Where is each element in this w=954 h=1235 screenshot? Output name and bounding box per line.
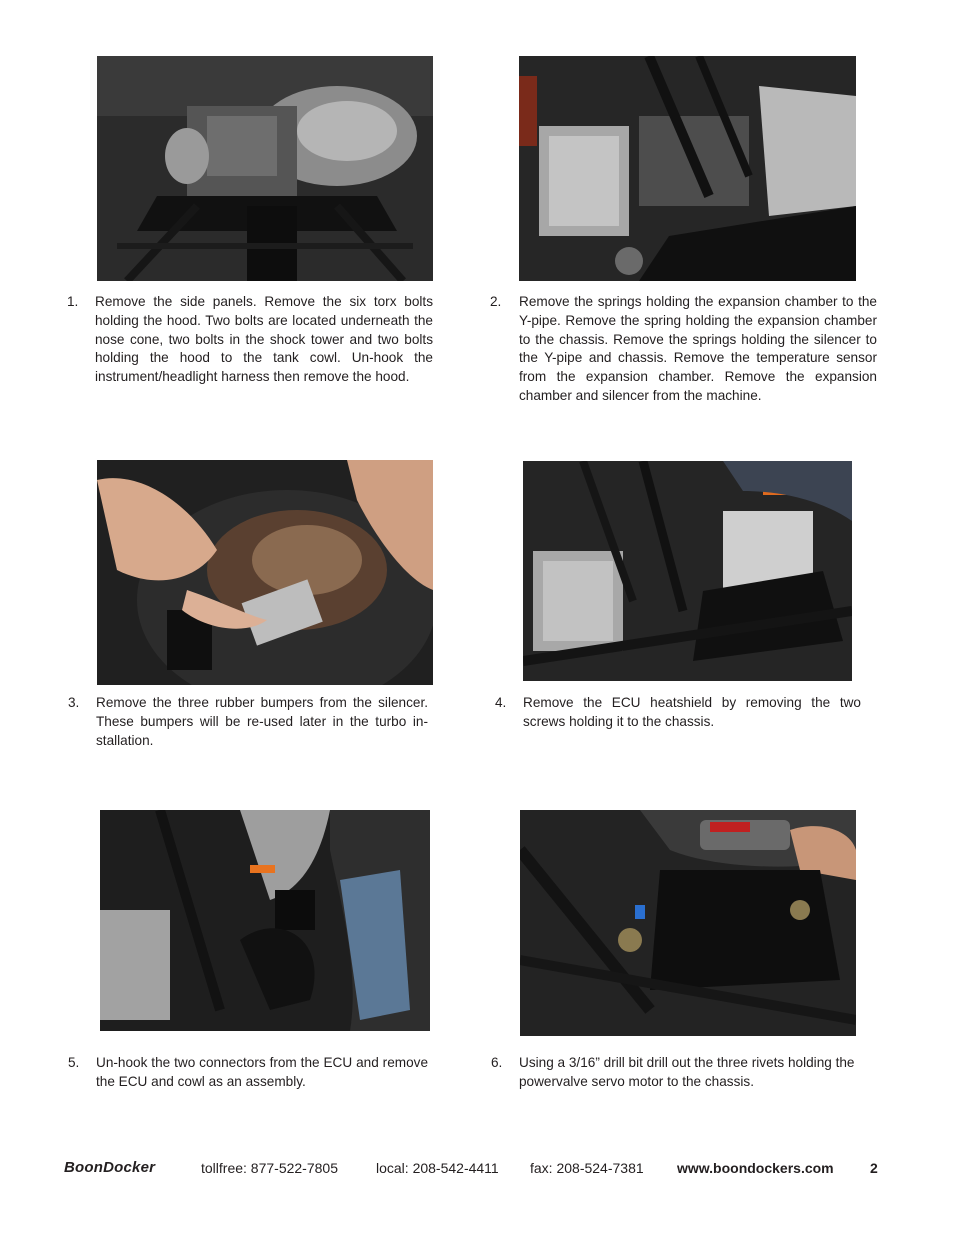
step-text: Remove the springs holding the expansion chamber to the Y-pipe. Remove the spring holding the expansion chamber to the chassis. Remove the springs holding the silencer to the Y-pipe and chassis. Remove the temperature sensor from the expansion chamber. Remove the expansion chamber and silencer from the machine. (519, 294, 877, 403)
step-6-photo (520, 810, 856, 1036)
step-text: Un-hook the two connectors from the ECU and remove the ECU and cowl as an assembly. (96, 1055, 428, 1089)
footer (0, 1158, 954, 1178)
step-3-photo (97, 460, 433, 685)
step-text: Remove the side panels. Remove the six torx bolts holding the hood. Two bolts are located underneath the nose cone, two bolts in the shock tower and two bolts holding the hood to the tank cowl. Un-hook the instrument/headlight harness then remove the hood. (95, 294, 433, 385)
tollfree-phone: tollfree: 877-522-7805 (201, 1160, 338, 1176)
step-number: 5. (68, 1055, 80, 1070)
website-link[interactable]: www.boondockers.com (677, 1160, 834, 1176)
step-number: 3. (68, 695, 80, 710)
step-number: 6. (491, 1055, 503, 1070)
step-number: 4. (495, 695, 507, 710)
step-1-photo (97, 56, 433, 281)
local-phone: local: 208-542-4411 (376, 1160, 499, 1176)
step-4-photo (523, 461, 852, 681)
step-number: 2. (490, 294, 502, 309)
page-number: 2 (870, 1160, 878, 1176)
step-text: Using a 3/16” drill bit drill out the three rivets holding the powervalve servo motor to the chassis. (519, 1055, 855, 1089)
step-text: Remove the ECU heatshield by removing the two screws holding it to the chassis. (523, 695, 861, 729)
step-2-photo (519, 56, 856, 281)
fax-number: fax: 208-524-7381 (530, 1160, 644, 1176)
step-5-photo (100, 810, 430, 1031)
step-text: Remove the three rubber bumpers from the silencer. These bumpers will be re-used later in the turbo installation. (96, 695, 428, 748)
brand-logo: BoonDocker (64, 1159, 156, 1176)
step-number: 1. (67, 294, 79, 309)
